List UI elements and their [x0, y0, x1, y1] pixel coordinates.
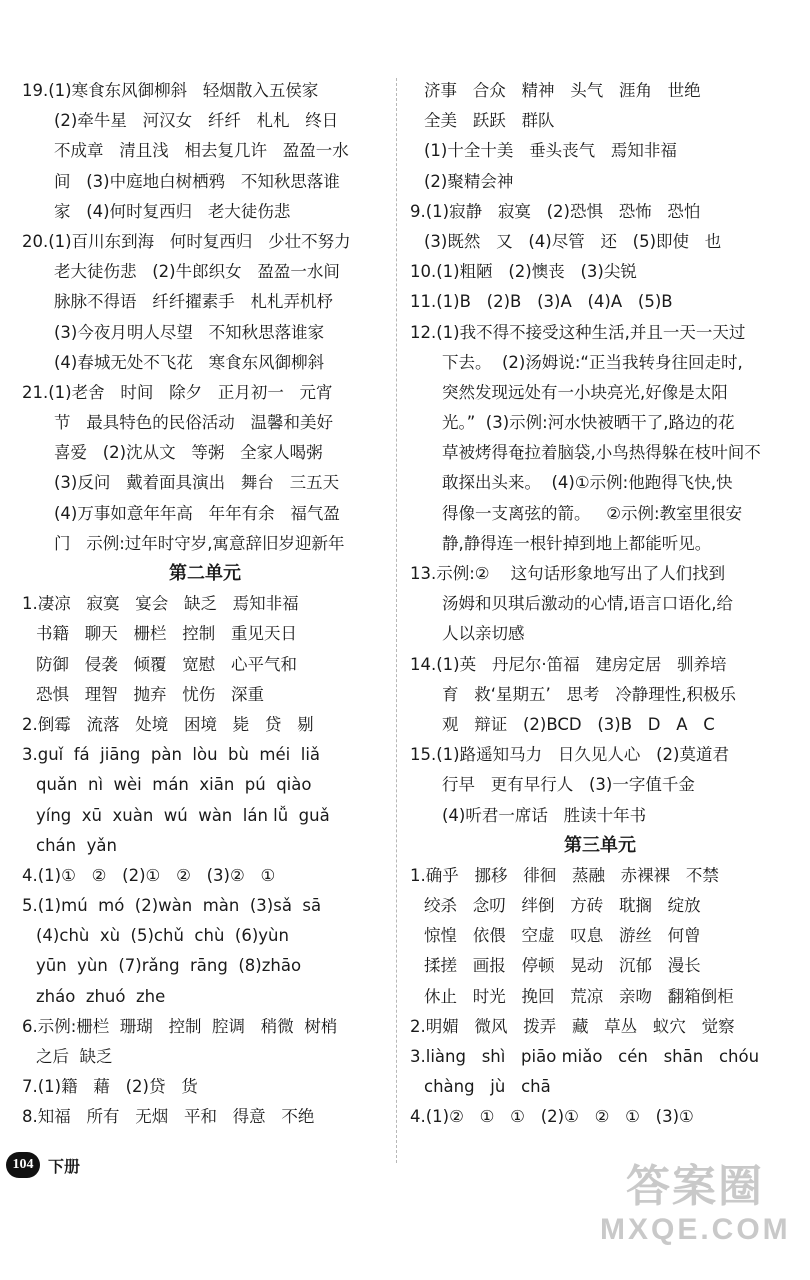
watermark-logo — [600, 1162, 790, 1262]
answer-line: 全美 跃跃 群队 — [424, 111, 555, 131]
answer-line: (4)听君一席话 胜读十年书 — [442, 805, 647, 825]
answer-line: 揉搓 画报 停顿 晃动 沉郁 漫长 — [424, 956, 701, 976]
answer-line: 1.确乎 挪移 徘徊 蒸融 赤裸裸 不禁 — [410, 865, 719, 885]
answer-line: 间 (3)中庭地白树栖鸦 不知秋思落谁 — [54, 171, 340, 191]
answer-line: 恐惧 理智 抛弃 忧伤 深重 — [36, 684, 264, 704]
answer-line: 不成章 清且浅 相去复几许 盈盈一水 — [54, 141, 349, 161]
answer-line: 10.(1)粗陋 (2)懊丧 (3)尖锐 — [410, 262, 637, 282]
answer-line: 得像一支离弦的箭。 ②示例:教室里很安 — [442, 503, 743, 523]
volume-label: 下册 — [48, 1156, 81, 1176]
answer-line: 13.示例:② 这句话形象地写出了人们找到 — [410, 564, 726, 583]
answer-line: 敢探出头来。 (4)①示例:他跑得飞快,快 — [442, 473, 733, 493]
column-divider — [396, 78, 397, 1163]
answer-line: 14.(1)英 丹尼尔·笛福 建房定居 驯养培 — [410, 654, 727, 674]
answer-line: (4)chù xù (5)chǔ chù (6)yùn — [36, 926, 289, 946]
answer-line: quǎn nì wèi mán xiān pú qiào — [36, 775, 312, 795]
answer-line: 下去。 (2)汤姆说:“正当我转身往回走时, — [442, 352, 743, 372]
answer-line: 静,静得连一根针掉到地上都能听见。 — [442, 533, 712, 553]
answer-line: 济事 合众 精神 头气 涯角 世绝 — [424, 81, 701, 100]
answer-line: (3)既然 又 (4)尽管 还 (5)即使 也 — [424, 231, 722, 251]
answer-line: 9.(1)寂静 寂寞 (2)恐惧 恐怖 恐怕 — [410, 201, 701, 221]
answer-line: yūn yùn (7)rǎng rāng (8)zhāo — [36, 956, 302, 976]
answer-line: 汤姆和贝琪后激动的心情,语言口语化,给 — [442, 594, 733, 614]
answer-line: 7.(1)籍 藉 (2)贷 货 — [22, 1077, 198, 1097]
answer-line: 行早 更有早行人 (3)一字值千金 — [442, 775, 695, 795]
answer-line: 防御 侵袭 倾覆 宽慰 心平气和 — [36, 654, 297, 674]
section-heading: 第三单元 — [564, 834, 636, 856]
answer-line: 1.凄凉 寂寞 宴会 缺乏 焉知非福 — [22, 594, 299, 614]
answer-line: zháo zhuó zhe — [36, 986, 166, 1006]
answer-line: yíng xū xuàn wú wàn lán lǚ guǎ — [36, 805, 330, 825]
answer-line: 门 示例:过年时守岁,寓意辞旧岁迎新年 — [54, 533, 345, 553]
answer-line: 4.(1)② ① ① (2)① ② ① (3)① — [410, 1107, 694, 1127]
answer-line: (3)今夜月明人尽望 不知秋思落谁家 — [54, 322, 325, 342]
right-answer-column — [410, 76, 790, 1133]
watermark-brand: 答案圈 — [626, 1161, 764, 1212]
answer-line: 节 最具特色的民俗活动 温馨和美好 — [54, 413, 333, 433]
answer-line: 休止 时光 挽回 荒凉 亲吻 翻箱倒柜 — [424, 986, 734, 1006]
answer-line: 脉脉不得语 纤纤擢素手 札札弄机杼 — [54, 292, 333, 312]
answer-line: 育 救‘星期五’ 思考 冷静理性,积极乐 — [442, 684, 736, 704]
answer-line: chán yǎn — [36, 835, 117, 855]
answer-line: 11.(1)B (2)B (3)A (4)A (5)B — [410, 292, 673, 312]
answer-line: 6.示例:栅栏 珊瑚 控制 腔调 稍微 树梢 — [22, 1016, 338, 1036]
answer-line: 15.(1)路遥知马力 日久见人心 (2)莫道君 — [410, 745, 729, 765]
answer-line: 观 辩证 (2)BCD (3)B D A C — [442, 714, 715, 734]
answer-line: (4)春城无处不飞花 寒食东风御柳斜 — [54, 352, 325, 372]
answer-line: chàng jù chā — [424, 1077, 551, 1097]
answer-line: 2.倒霉 流落 处境 困境 毙 贷 剔 — [22, 714, 314, 734]
answer-line: (1)十全十美 垂头丧气 焉知非福 — [424, 141, 677, 161]
answer-line: 突然发现远处有一小块亮光,好像是太阳 — [442, 382, 728, 402]
answer-line: 老大徒伤悲 (2)牛郎织女 盈盈一水间 — [54, 262, 340, 282]
left-answer-column — [22, 76, 388, 1133]
answer-line: (3)反问 戴着面具演出 舞台 三五天 — [54, 473, 340, 493]
answer-line: 4.(1)① ② (2)① ② (3)② ① — [22, 865, 276, 885]
answer-line: 20.(1)百川东到海 何时复西归 少壮不努力 — [22, 231, 351, 251]
answer-line: 光。” (3)示例:河水快被晒干了,路边的花 — [442, 413, 735, 433]
answer-line: 惊惶 依偎 空虚 叹息 游丝 何曾 — [424, 926, 701, 946]
page-number-badge: 104 — [6, 1152, 40, 1178]
answer-line: (2)牵牛星 河汉女 纤纤 札札 终日 — [54, 111, 339, 131]
answer-line: 19.(1)寒食东风御柳斜 轻烟散入五侯家 — [22, 81, 319, 100]
answer-line: 家 (4)何时复西归 老大徒伤悲 — [54, 201, 291, 221]
answer-line: (2)聚精会神 — [424, 171, 514, 191]
answer-line: 3.guǐ fá jiāng pàn lòu bù méi liǎ — [22, 745, 321, 765]
answer-line: 2.明媚 微风 拨弄 藏 草丛 蚁穴 觉察 — [410, 1016, 735, 1036]
answer-line: (4)万事如意年年高 年年有余 福气盈 — [54, 503, 340, 523]
answer-line: 之后 缺乏 — [36, 1047, 113, 1066]
answer-line: 12.(1)我不得不接受这种生活,并且一天一天过 — [410, 322, 746, 342]
answer-line: 21.(1)老舍 时间 除夕 正月初一 元宵 — [22, 382, 333, 402]
answer-line: 书籍 聊天 栅栏 控制 重见天日 — [36, 624, 297, 644]
answer-line: 人以亲切感 — [442, 624, 525, 644]
answer-line: 绞杀 念叨 绊倒 方砖 耽搁 绽放 — [424, 896, 701, 916]
watermark-url: MXQE.COM — [600, 1213, 791, 1246]
answer-line: 5.(1)mú mó (2)wàn màn (3)sǎ sā — [22, 896, 322, 916]
answer-line: 草被烤得奄拉着脑袋,小鸟热得躲在枝叶间不 — [442, 443, 761, 463]
page-footer — [6, 1148, 80, 1182]
answer-line: 8.知福 所有 无烟 平和 得意 不绝 — [22, 1107, 315, 1127]
answer-line: 3.liàng shì piāo miǎo cén shān chóu — [410, 1047, 760, 1066]
answer-line: 喜爱 (2)沈从文 等粥 全家人喝粥 — [54, 443, 323, 463]
section-heading: 第二单元 — [169, 563, 241, 584]
